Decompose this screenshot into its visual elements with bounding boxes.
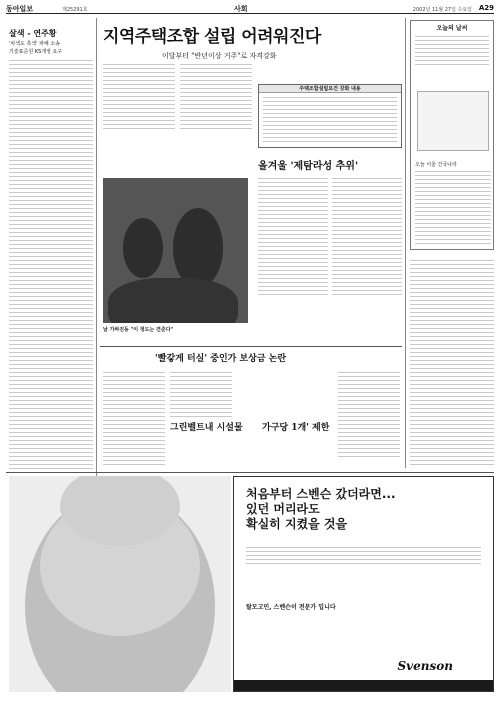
temperature-headline: 올겨울 '제탐라성 추위': [258, 161, 359, 172]
subsidy-body-col-1: [103, 372, 165, 468]
hair-ad: [233, 476, 494, 692]
weather-text: [411, 32, 493, 72]
weather-subtitle: 오늘 서울 건국나라: [415, 162, 457, 168]
issue-number: 제25291호: [62, 7, 88, 13]
main-headline: 지역주택조합 설립 어려워진다: [103, 27, 321, 47]
ad-headline-1: 처음부터 스벤슨 갔더라면...: [246, 487, 396, 501]
page-number: A29: [478, 4, 494, 12]
weather-box: [410, 20, 494, 250]
ad-body-text: [246, 547, 481, 567]
ad-tagline: 탈모고민, 스벤슨이 전문가 입니다: [246, 604, 336, 611]
housing-table: [258, 84, 402, 148]
head-silhouette-image: [9, 476, 231, 692]
ad-divider: [6, 472, 494, 473]
left-tag: 기술표준원 KS개정 요구: [9, 49, 63, 55]
subsidy-body-col-2: [170, 372, 232, 420]
temperature-body-col-1: [258, 178, 328, 298]
left-subtitle: '차색도 흑색' 파해 소송: [9, 41, 60, 47]
weather-title: 오늘의 날씨: [436, 25, 468, 32]
main-subhead: 이달부터 "반년이상 거주"로 자격강화: [162, 52, 277, 60]
subsidy-headline: '빨갛게 터실' 중인가 보상금 논란: [155, 354, 287, 364]
weather-table: [415, 171, 491, 247]
left-headline: 살색 - 연주황: [9, 28, 57, 38]
section-title: 사회: [234, 5, 248, 13]
ad-logo: Svenson: [397, 659, 453, 673]
ad-contact-bar: [234, 680, 493, 691]
ad-headline: [246, 487, 396, 532]
section-divider: [100, 346, 402, 347]
greenbelt-body: [338, 372, 400, 460]
left-body-text: [9, 60, 93, 480]
masthead: [6, 4, 494, 14]
story-body-col-1: [103, 64, 175, 132]
greenbelt-headline-2: 가구당 1개' 제한: [262, 423, 330, 433]
ad-headline-2: 있던 머리라도: [246, 502, 320, 516]
greenbelt-headline: 그린벨트내 시설물: [170, 423, 243, 433]
photo-caption: 날 가싸진동 "이 정도는 견준다": [103, 327, 174, 333]
ad-photo: [9, 476, 231, 692]
weather-map: [417, 91, 489, 151]
issue-date: 2002년 11월 27일 수요일: [412, 7, 472, 13]
right-lower-text: [410, 260, 494, 468]
column-rule: [405, 18, 406, 468]
news-photo: [103, 178, 248, 323]
story-body-col-2: [180, 64, 252, 132]
paper-name: 동아일보: [6, 5, 34, 13]
ad-headline-3: 확실히 지켰을 것을: [246, 517, 348, 531]
table-title: 주택조합설립요건 강화 내용: [259, 85, 401, 93]
temperature-body-col-2: [332, 178, 402, 298]
table-rows: [259, 93, 401, 149]
